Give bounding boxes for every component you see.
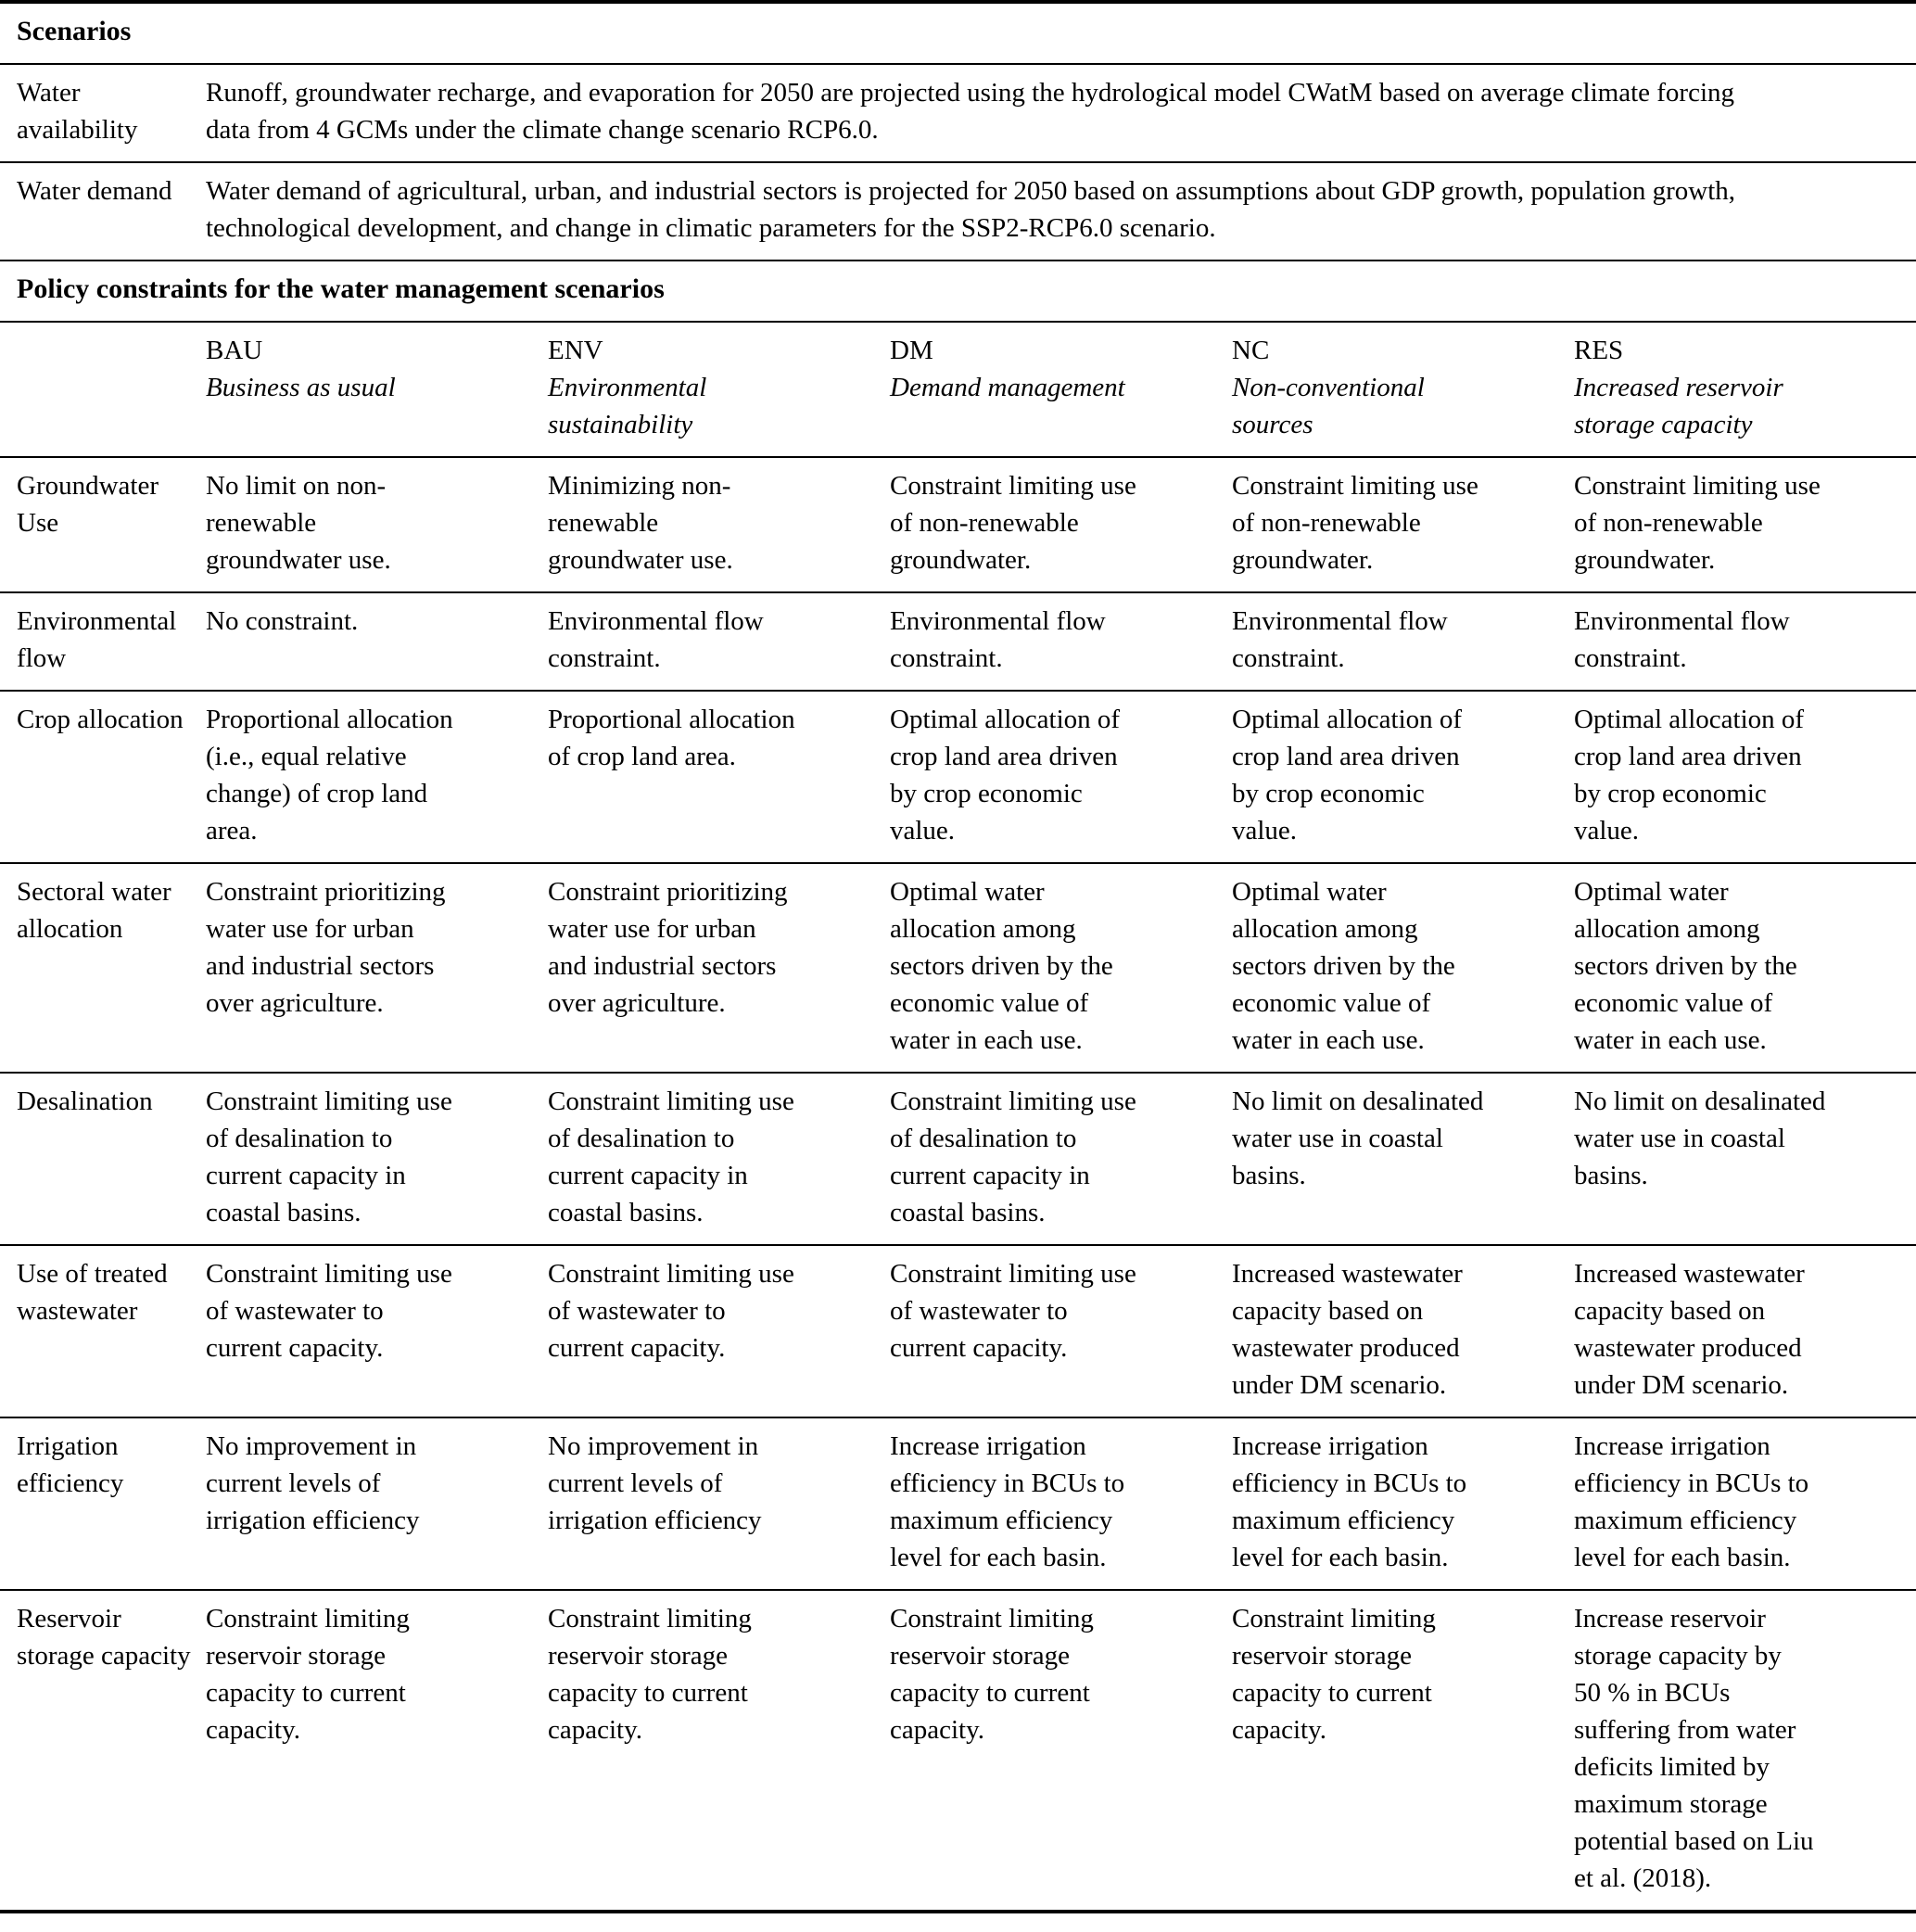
cell-reservoir-storage-nc: Constraint limiting reservoir storage capacity to current capacity.: [1232, 1604, 1436, 1745]
treated-wastewater-row: [0, 1245, 1916, 1417]
cell-crop-allocation-dm: Optimal allocation of crop land area driven by crop economic value.: [890, 705, 1121, 845]
cell-reservoir-storage-res: Increase reservoir storage capacity by 50 % in BCUs suffering from water deficits limited by maximum storage potential based on Liu et al. (2018).: [1574, 1604, 1814, 1893]
cell-groundwater-use-dm: Constraint limiting use of non-renewable groundwater.: [890, 471, 1136, 575]
cell-reservoir-storage-dm: Constraint limiting reservoir storage capacity to current capacity.: [890, 1604, 1094, 1745]
col-header-res: [1574, 322, 1916, 457]
column-header-row: [0, 322, 1916, 457]
cell-treated-wastewater-nc: Increased wastewater capacity based on wastewater produced under DM scenario.: [1232, 1259, 1463, 1400]
col-name-res: Increased reservoir storage capacity: [1574, 373, 1783, 439]
environmental-flow-row: [0, 592, 1916, 691]
cell-desalination-bau: Constraint limiting use of desalination to current capacity in coastal basins.: [206, 1087, 452, 1227]
cell-irrigation-efficiency-env: No improvement in current levels of irrigation efficiency: [548, 1431, 762, 1535]
row-label-treated-wastewater: Use of treated wastewater: [17, 1259, 168, 1326]
crop-allocation-row: [0, 691, 1916, 863]
scenarios-section-row: [0, 2, 1916, 64]
row-label-irrigation-efficiency: Irrigation efficiency: [17, 1431, 124, 1498]
row-label-water-demand: Water demand: [17, 176, 172, 206]
col-abbr-nc: NC: [1232, 336, 1270, 365]
row-label-crop-allocation: Crop allocation: [17, 705, 184, 734]
row-label-sectoral-water-allocation: Sectoral water allocation: [17, 877, 171, 944]
row-label-water-availability: Water availability: [17, 78, 138, 145]
reservoir-storage-row: [0, 1590, 1916, 1912]
cell-desalination-dm: Constraint limiting use of desalination to current capacity in coastal basins.: [890, 1087, 1136, 1227]
cell-environmental-flow-env: Environmental flow constraint.: [548, 606, 764, 673]
cell-groundwater-use-res: Constraint limiting use of non-renewable groundwater.: [1574, 471, 1821, 575]
cell-sectoral-water-allocation-env: Constraint prioritizing water use for urban and industrial sectors over agriculture.: [548, 877, 788, 1018]
col-name-dm: Demand management: [890, 373, 1125, 402]
policy-section-row: [0, 261, 1916, 322]
col-header-bau: [206, 322, 548, 457]
cell-crop-allocation-res: Optimal allocation of crop land area driven by crop economic value.: [1574, 705, 1805, 845]
cell-desalination-nc: No limit on desalinated water use in coastal basins.: [1232, 1087, 1484, 1190]
cell-irrigation-efficiency-bau: No improvement in current levels of irrigation efficiency: [206, 1431, 420, 1535]
cell-sectoral-water-allocation-bau: Constraint prioritizing water use for urban and industrial sectors over agriculture.: [206, 877, 446, 1018]
cell-crop-allocation-bau: Proportional allocation (i.e., equal relative change) of crop land area.: [206, 705, 453, 845]
water-demand-description: Water demand of agricultural, urban, and industrial sectors is projected for 2050 based on assumptions about GDP growth, population growth, technological development, and change in climatic parameters for the SSP2-RCP6.0 scenario.: [206, 176, 1736, 243]
row-label-desalination: Desalination: [17, 1087, 153, 1116]
cell-reservoir-storage-env: Constraint limiting reservoir storage capacity to current capacity.: [548, 1604, 752, 1745]
cell-treated-wastewater-res: Increased wastewater capacity based on wastewater produced under DM scenario.: [1574, 1259, 1805, 1400]
cell-irrigation-efficiency-res: Increase irrigation efficiency in BCUs to maximum efficiency level for each basin.: [1574, 1431, 1809, 1572]
scenarios-section-header: Scenarios: [17, 16, 132, 46]
groundwater-use-row: [0, 457, 1916, 592]
cell-desalination-env: Constraint limiting use of desalination to current capacity in coastal basins.: [548, 1087, 794, 1227]
col-abbr-bau: BAU: [206, 336, 263, 365]
cell-groundwater-use-bau: No limit on non-renewable groundwater use.: [206, 471, 391, 575]
desalination-row: [0, 1073, 1916, 1245]
cell-irrigation-efficiency-dm: Increase irrigation efficiency in BCUs to maximum efficiency level for each basin.: [890, 1431, 1125, 1572]
cell-environmental-flow-res: Environmental flow constraint.: [1574, 606, 1790, 673]
water-availability-description: Runoff, groundwater recharge, and evaporation for 2050 are projected using the hydrological model CWatM based on average climate forcing data from 4 GCMs under the climate change scenario RCP6.0.: [206, 78, 1735, 145]
col-name-bau: Business as usual: [206, 373, 396, 402]
col-name-env: Environmental sustainability: [548, 373, 707, 439]
col-name-nc: Non-conventional sources: [1232, 373, 1425, 439]
cell-irrigation-efficiency-nc: Increase irrigation efficiency in BCUs to maximum efficiency level for each basin.: [1232, 1431, 1467, 1572]
cell-treated-wastewater-dm: Constraint limiting use of wastewater to current capacity.: [890, 1259, 1136, 1363]
cell-environmental-flow-bau: No constraint.: [206, 606, 359, 636]
col-header-dm: [890, 322, 1232, 457]
cell-crop-allocation-nc: Optimal allocation of crop land area driven by crop economic value.: [1232, 705, 1463, 845]
cell-crop-allocation-env: Proportional allocation of crop land area.: [548, 705, 795, 771]
cell-sectoral-water-allocation-dm: Optimal water allocation among sectors driven by the economic value of water in each use.: [890, 877, 1113, 1055]
cell-groundwater-use-nc: Constraint limiting use of non-renewable groundwater.: [1232, 471, 1478, 575]
cell-groundwater-use-env: Minimizing non-renewable groundwater use.: [548, 471, 733, 575]
row-label-environmental-flow: Environmental flow: [17, 606, 177, 673]
irrigation-efficiency-row: [0, 1417, 1916, 1590]
col-abbr-res: RES: [1574, 336, 1624, 365]
row-label-reservoir-storage: Reservoir storage capacity: [17, 1604, 191, 1671]
cell-environmental-flow-nc: Environmental flow constraint.: [1232, 606, 1448, 673]
cell-treated-wastewater-bau: Constraint limiting use of wastewater to current capacity.: [206, 1259, 452, 1363]
col-header-env: [548, 322, 890, 457]
col-header-nc: [1232, 322, 1574, 457]
cell-desalination-res: No limit on desalinated water use in coastal basins.: [1574, 1087, 1826, 1190]
col-abbr-dm: DM: [890, 336, 933, 365]
column-header-spacer: [0, 322, 206, 457]
cell-environmental-flow-dm: Environmental flow constraint.: [890, 606, 1106, 673]
col-abbr-env: ENV: [548, 336, 603, 365]
cell-treated-wastewater-env: Constraint limiting use of wastewater to current capacity.: [548, 1259, 794, 1363]
water-demand-row: [0, 162, 1916, 261]
water-availability-row: [0, 64, 1916, 162]
policy-section-header: Policy constraints for the water management scenarios: [17, 273, 665, 304]
cell-sectoral-water-allocation-res: Optimal water allocation among sectors driven by the economic value of water in each use.: [1574, 877, 1797, 1055]
sectoral-water-allocation-row: [0, 863, 1916, 1073]
row-label-groundwater-use: Groundwater Use: [17, 471, 159, 538]
cell-sectoral-water-allocation-nc: Optimal water allocation among sectors driven by the economic value of water in each use.: [1232, 877, 1455, 1055]
cell-reservoir-storage-bau: Constraint limiting reservoir storage capacity to current capacity.: [206, 1604, 410, 1745]
